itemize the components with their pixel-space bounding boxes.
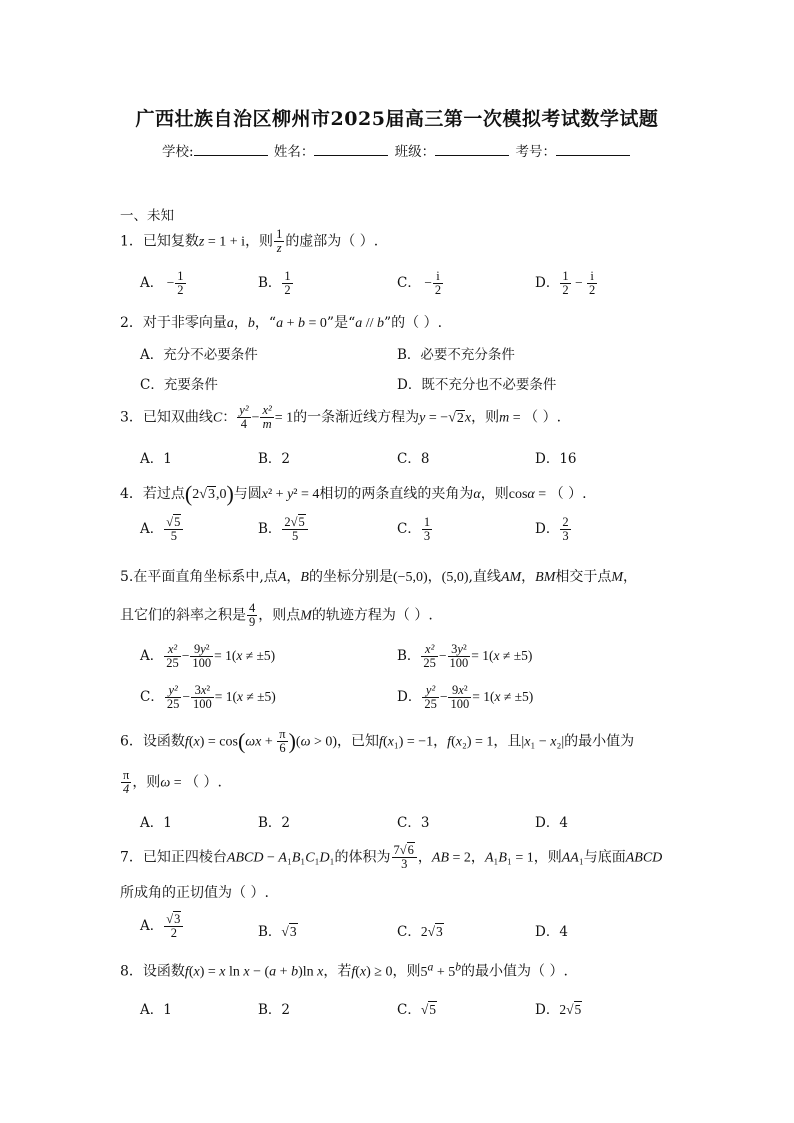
q8-stem-2: ，若 — [323, 963, 352, 980]
q5-stem-3: ,直线 — [468, 569, 501, 585]
question-8: 8．设函数f(x) = x ln x − (a + b)ln x，若f(x) ≥ 0，则$5^a + 5^b$的最小值为（ ）. — [120, 960, 568, 980]
q5-line2-b: ，则点 — [258, 607, 301, 624]
q3-option-d[interactable]: D．16 — [535, 451, 577, 467]
q4-stem: 4．若过点 — [120, 486, 185, 502]
q3-option-b[interactable]: B．2 — [258, 451, 291, 467]
q5-stem: 5.在平面直角坐标系中,点 — [120, 569, 278, 585]
q1-stem-3: 的虚部为（ ）. — [285, 233, 379, 250]
q6-stem-3: ，且 — [493, 733, 522, 750]
name-label: 姓名： — [273, 144, 315, 160]
class-label: 班级： — [394, 144, 436, 160]
q6-line2-b: （ ）. — [185, 774, 223, 791]
q1-stem: 1．已知复数 — [120, 233, 199, 250]
q3-stem-3: ，则 — [471, 409, 500, 426]
q2-stem: 2．对于非零向量 — [120, 315, 227, 331]
q2-option-b[interactable]: B．必要不充分条件 — [397, 347, 515, 363]
q3-option-a[interactable]: A．1 — [140, 451, 172, 467]
question-4: 4．若过点(2√3,0)与圆x² + y² = 4相切的两条直线的夹角为α，则cosα = （ ）. — [120, 481, 587, 506]
q3-option-c[interactable]: C．8 — [397, 451, 430, 467]
class-field[interactable] — [435, 143, 509, 156]
question-5-line-2: 且它们的斜率之积是 $\frac{4}{9}$ ，则点M的轨迹方程为（ ）. — [120, 601, 433, 630]
q2-option-d[interactable]: D．既不充分也不必要条件 — [397, 377, 557, 393]
q7-option-d[interactable]: D．4 — [535, 924, 568, 940]
question-7-line-2: 所成角的正切值为（ ）. — [120, 885, 269, 901]
q5-option-d[interactable]: D． $\frac{\text{y²}}{25}$ − $\frac{\text{9x²}}{100}$ = 1(x ≠ ±5) — [397, 683, 534, 712]
q4-stem-4: ，则 — [480, 486, 509, 502]
q5-stem-2: 的坐标分别是 — [308, 569, 393, 585]
q6-option-a[interactable]: A．1 — [140, 815, 172, 831]
q5-option-c[interactable]: C． $\frac{\text{y²}}{25}$ − $\frac{\text{3x²}}{100}$ = 1(x ≠ ±5) — [140, 683, 276, 712]
q8-option-b[interactable]: B．2 — [258, 1002, 291, 1018]
q8-stem: 8．设函数 — [120, 963, 185, 980]
question-5: 5.在平面直角坐标系中,点A，B的坐标分别是(−5,0)，(5,0),直线AM，BM相交于点M， — [120, 569, 638, 585]
q4-option-c[interactable]: C． $\frac{1}{3}$ — [397, 515, 431, 544]
q6-option-d[interactable]: D．4 — [535, 815, 568, 831]
q7-stem-3: ，则 — [533, 849, 562, 866]
q3-stem-4: （ ）. — [524, 409, 562, 426]
question-6-line-2: $\frac{\pi}{4}$ ，则ω = （ ）. — [123, 768, 223, 797]
q4-option-a[interactable]: A． $\frac{√5}{5}$ — [140, 516, 184, 543]
q6-option-b[interactable]: B．2 — [258, 815, 291, 831]
q7-stem-2: 的体积为 — [334, 849, 391, 866]
q2-option-a[interactable]: A．充分不必要条件 — [140, 347, 258, 363]
question-7: 7．已知正四棱台ABCD − A₁B₁C₁D₁的体积为 $\frac{7√6}{3}$ ，AB = 2，A₁B₁ = 1，则AA₁与底面ABCD — [120, 843, 663, 872]
q5-line2-a: 且它们的斜率之积是 — [120, 607, 246, 624]
q3-stem-2: 的一条渐近线方程为 — [293, 409, 420, 426]
q3-stem: 3．已知双曲线 — [120, 409, 213, 426]
q1-option-d[interactable]: D． $\frac{1}{2}$ − $\frac{i}{2}$ — [535, 269, 596, 298]
student-info-line — [0, 140, 794, 160]
q2-option-c[interactable]: C．充要条件 — [140, 377, 218, 393]
q4-option-b[interactable]: B． $\frac{2√5}{5}$ — [258, 516, 309, 543]
q5-line2-c: 的轨迹方程为（ ）. — [311, 607, 433, 624]
q6-line2-a: ，则 — [132, 774, 161, 791]
q1-option-a[interactable]: A． − $\frac{1}{2}$ — [140, 269, 184, 298]
q7-stem-4: 与底面 — [583, 849, 626, 866]
q8-stem-4: 的最小值为（ ）. — [461, 963, 568, 980]
name-field[interactable] — [314, 143, 388, 156]
section-heading: 一、未知 — [120, 208, 174, 224]
q5-stem-4: 相交于点 — [555, 569, 612, 585]
q6-stem: 6．设函数 — [120, 733, 185, 750]
q8-option-c[interactable]: C．√5 — [397, 1002, 437, 1018]
q5-option-a[interactable]: A． $\frac{\text{x²}}{25}$ − $\frac{\text{9y²}}{100}$ = 1(x ≠ ±5) — [140, 642, 276, 671]
q6-stem-2: ，已知 — [337, 733, 380, 750]
q6-stem-4: 的最小值为 — [564, 733, 635, 750]
q1-option-b[interactable]: B． $\frac{1}{2}$ — [258, 269, 291, 298]
q2-stem-3: ”是“ — [326, 315, 356, 331]
q4-stem-2: 与圆 — [233, 486, 262, 502]
q1-stem-2: ，则 — [245, 233, 274, 250]
q7-stem: 7．已知正四棱台 — [120, 849, 227, 866]
q4-option-d[interactable]: D． $\frac{2}{3}$ — [535, 515, 569, 544]
q7-option-b[interactable]: B．√3 — [258, 924, 297, 940]
question-1: 1．已知复数z = 1 + i，则 $\frac{1}{z}$ 的虚部为（ ）. — [120, 227, 379, 256]
q4-stem-5: （ ）. — [549, 486, 587, 502]
q1-option-c[interactable]: C． − $\frac{i}{2}$ — [397, 269, 442, 298]
school-label: 学校: — [162, 144, 194, 160]
page-title: 广西壮族自治区柳州市2025届高三第一次模拟考试数学试题 — [135, 108, 659, 130]
q4-stem-3: 相切的两条直线的夹角为 — [319, 486, 474, 502]
q8-stem-3: ，则 — [392, 963, 421, 980]
q6-option-c[interactable]: C．3 — [397, 815, 430, 831]
question-6: 6．设函数f(x) = cos(ωx + $\frac{\pi}{6}$ )(ω > 0)，已知f(x₁) = −1，f(x₂) = 1，且|x₁ − x₂|的最小值为 — [120, 727, 635, 756]
question-2: 2．对于非零向量a，b，“a + b = 0”是“a // b”的（ ）. — [120, 315, 443, 331]
q7-option-c[interactable]: C．2√3 — [397, 924, 443, 940]
question-3: 3．已知双曲线C： $\frac{\text{y²}}{4}$ − $\frac{\text{x²}}{m}$ = 1的一条渐近线方程为y = −√2x，则m = （ ）. — [120, 403, 562, 432]
q8-option-d[interactable]: D．2√5 — [535, 1002, 582, 1018]
q7-option-a[interactable]: A． $\frac{√3}{2}$ — [140, 913, 184, 940]
q2-stem-2: ，“ — [254, 315, 277, 331]
exam-no-field[interactable] — [556, 143, 630, 156]
q5-option-b[interactable]: B． $\frac{\text{x²}}{25}$ − $\frac{\text{3y²}}{100}$ = 1(x ≠ ±5) — [397, 642, 533, 671]
q2-stem-4: ”的（ ）. — [384, 315, 443, 331]
q8-option-a[interactable]: A．1 — [140, 1002, 172, 1018]
exam-no-label: 考号： — [515, 144, 556, 160]
school-field[interactable] — [194, 143, 268, 156]
